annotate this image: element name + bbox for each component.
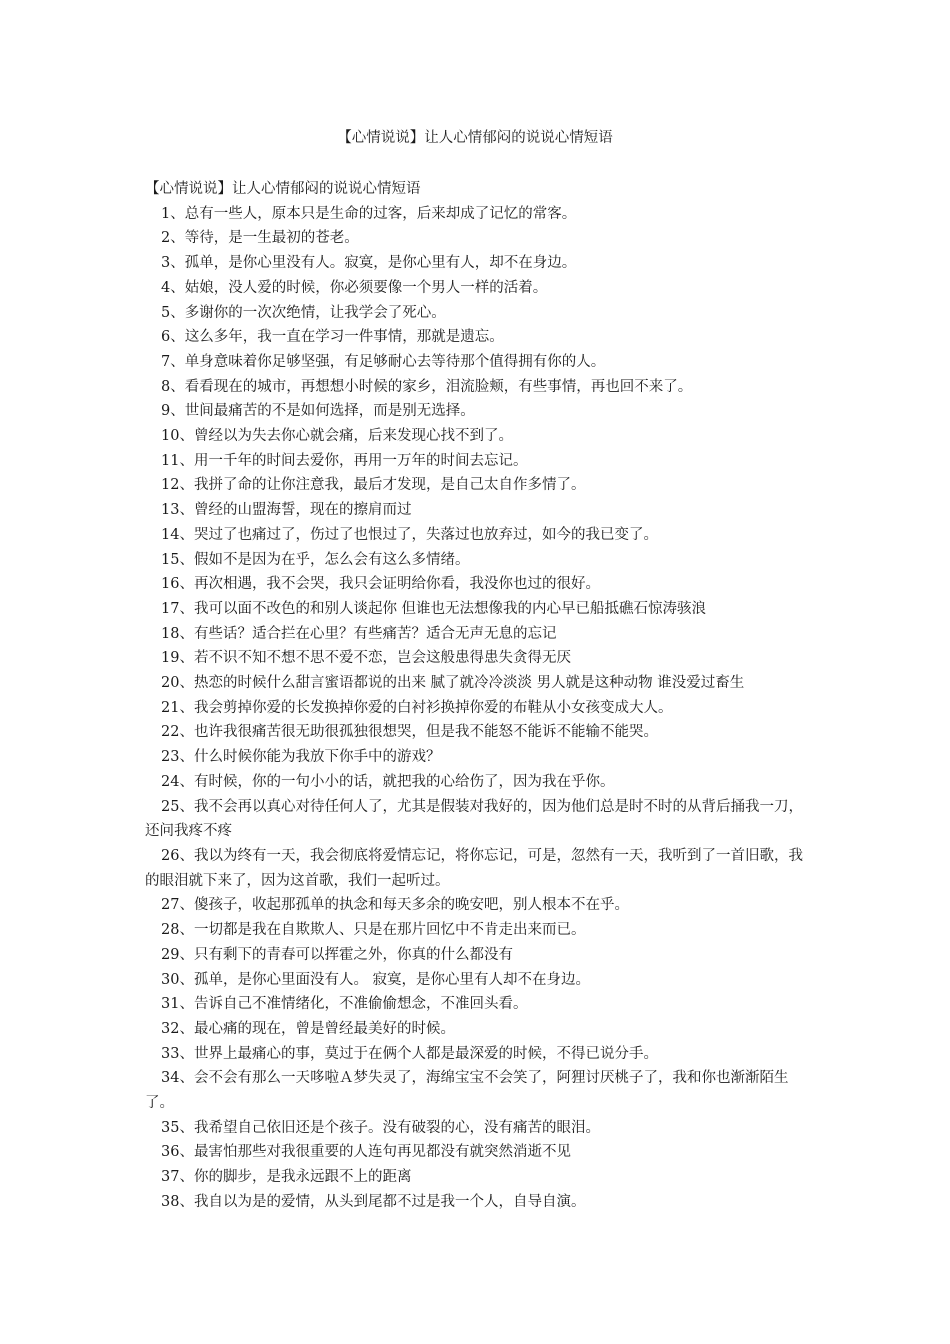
list-item: 5、多谢你的一次次绝情，让我学会了死心。: [161, 304, 446, 321]
list-item: 32、最心痛的现在，曾是曾经最美好的时候。: [161, 1020, 455, 1037]
list-item: 31、告诉自己不准情绪化，不准偷偷想念，不准回头看。: [161, 996, 528, 1013]
list-item: 6、这么多年，我一直在学习一件事情，那就是遗忘。: [161, 329, 504, 346]
list-item: 21、我会剪掉你爱的长发换掉你爱的白衬衫换掉你爱的布鞋从小女孩变成大人。: [161, 699, 673, 716]
list-item: 38、我自以为是的爱情，从头到尾都不过是我一个人，自导自演。: [161, 1193, 586, 1210]
list-item: 24、有时候，你的一句小小的话，就把我的心给伤了，因为我在乎你。: [161, 773, 615, 790]
list-item: 28、一切都是我在自欺欺人、只是在那片回忆中不肯走出来而已。: [161, 922, 586, 939]
list-item: 3、孤单，是你心里没有人。寂寞，是你心里有人，却不在身边。: [161, 255, 577, 272]
list-item: 25、我不会再以真心对待任何人了，尤其是假装对我好的，因为他们总是时不时的从背后捅我一刀，还问我疼不疼: [145, 798, 803, 840]
list-item: 10、曾经以为失去你心就会痛，后来发现心找不到了。: [161, 428, 513, 445]
list-item: 12、我拼了命的让你注意我，最后才发现，是自己太自作多情了。: [161, 477, 586, 494]
list-item: 27、傻孩子，收起那孤单的执念和每天多余的晚安吧，别人根本不在乎。: [161, 897, 629, 914]
list-item: 36、最害怕那些对我很重要的人连句再见都没有就突然消逝不见: [161, 1144, 571, 1161]
list-item: 33、世界上最痛心的事，莫过于在俩个人都是最深爱的时候，不得已说分手。: [161, 1045, 658, 1062]
list-item: 13、曾经的山盟海誓，现在的擦肩而过: [161, 502, 412, 519]
document-subtitle: 【心情说说】让人心情郁闷的说说心情短语: [145, 181, 421, 197]
document-title: 【心情说说】让人心情郁闷的说说心情短语: [337, 130, 613, 146]
list-item: 19、若不识不知不想不思不爱不恋，岂会这般患得患失贪得无厌: [161, 650, 571, 667]
list-item: 7、单身意味着你足够坚强，有足够耐心去等待那个值得拥有你的人。: [161, 353, 606, 370]
list-item: 35、我希望自己依旧还是个孩子。没有破裂的心，没有痛苦的眼泪。: [161, 1119, 600, 1136]
document-body: [145, 177, 807, 1215]
list-item: 15、假如不是因为在乎，怎么会有这么多情绪。: [161, 551, 470, 568]
list-item: 22、也许我很痛苦很无助很孤独很想哭，但是我不能怒不能诉不能输不能哭。: [161, 724, 658, 741]
list-item: 17、我可以面不改色的和别人谈起你 但谁也无法想像我的内心早已船抵礁石惊涛骇浪: [161, 600, 707, 617]
list-item: 16、再次相遇，我不会哭，我只会证明给你看，我没你也过的很好。: [161, 576, 600, 593]
list-item: 30、孤单，是你心里面没有人。 寂寞，是你心里有人却不在身边。: [161, 971, 591, 988]
list-item: 20、热恋的时候什么甜言蜜语都说的出来 腻了就冷冷淡淡 男人就是这种动物 谁没爱过畜生: [161, 675, 745, 692]
list-item: 11、用一千年的时间去爱你，再用一万年的时间去忘记。: [161, 452, 528, 469]
list-item: 1、总有一些人，原本只是生命的过客，后来却成了记忆的常客。: [161, 205, 577, 222]
list-item: 26、我以为终有一天，我会彻底将爱情忘记，将你忘记，可是，忽然有一天，我听到了一首旧歌，我的眼泪就下来了，因为这首歌，我们一起听过。: [145, 847, 803, 889]
list-item: 34、会不会有那么一天哆啦Ａ梦失灵了，海绵宝宝不会笑了，阿狸讨厌桃子了，我和你也渐渐陌生了。: [145, 1070, 789, 1112]
list-item: 23、什么时候你能为我放下你手中的游戏？: [161, 749, 441, 766]
list-item: 29、只有剩下的青春可以挥霍之外，你真的什么都没有: [161, 946, 513, 963]
list-item: 4、姑娘，没人爱的时候，你必须要像一个男人一样的活着。: [161, 279, 548, 296]
list-item: 37、你的脚步，是我永远跟不上的距离: [161, 1169, 412, 1186]
list-item: 9、世间最痛苦的不是如何选择，而是别无选择。: [161, 403, 475, 420]
list-item: 14、哭过了也痛过了，伤过了也恨过了，失落过也放弃过，如今的我已变了。: [161, 526, 658, 543]
list-item: 2、等待，是一生最初的苍老。: [161, 230, 359, 247]
list-item: 18、有些话？适合拦在心里？有些痛苦？适合无声无息的忘记: [161, 625, 557, 642]
list-item: 8、看看现在的城市，再想想小时候的家乡，泪流脸颊，有些事情，再也回不来了。: [161, 378, 693, 395]
